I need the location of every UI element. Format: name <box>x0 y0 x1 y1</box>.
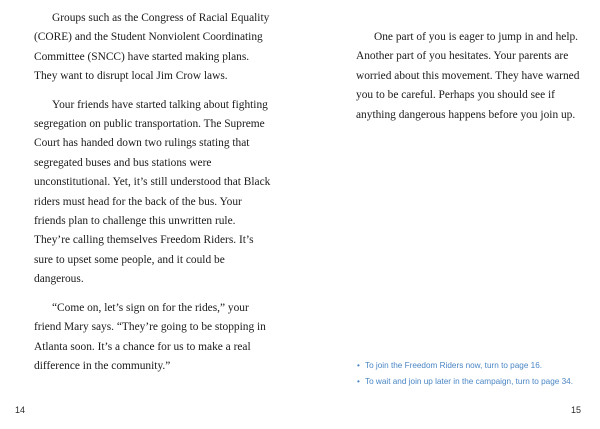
choice-join-now[interactable] <box>357 361 587 371</box>
left-page-text <box>34 9 274 385</box>
paragraph: Groups such as the Congress of Racial Equality (CORE) and the Student Nonviolent Coordinating Committee (SNCC) have started making plans. They want to disrupt local Jim Crow laws. <box>34 12 270 83</box>
page-number-left: 14 <box>15 405 26 415</box>
paragraph: “Come on, let’s sign on for the rides,” your friend Mary says. “They’re going to be stopping in Atlanta soon. It’s a chance for us to make a real difference in the community.” <box>34 301 266 372</box>
bullet-icon: • <box>357 361 360 370</box>
right-page <box>300 0 600 429</box>
bullet-icon: • <box>357 377 360 386</box>
choice-wait[interactable] <box>357 377 587 387</box>
paragraph: One part of you is eager to jump in and help. Another part of you hesitates. Your parents are worried about this movement. They have warned you to be careful. Perhaps you should see if anything dangerous happens before you join up. <box>356 31 580 121</box>
choice-text: To wait and join up later in the campaign, turn to page 34. <box>365 377 574 386</box>
page-number-right: 15 <box>570 405 581 415</box>
right-page-text <box>356 28 588 134</box>
paragraph: Your friends have started talking about fighting segregation on public transportation. The Supreme Court has handed down two rulings stating that segregated buses and bus stations were unconstitutional. Yet, it’s still understood that Black riders must head for the back of the bus. Your friends plan to challenge this unwritten rule. They’re calling themselves Freedom Riders. It’s sure to upset some people, and it could be dangerous. <box>34 98 271 286</box>
choice-list <box>357 361 587 393</box>
choice-text: To join the Freedom Riders now, turn to page 16. <box>365 361 543 370</box>
